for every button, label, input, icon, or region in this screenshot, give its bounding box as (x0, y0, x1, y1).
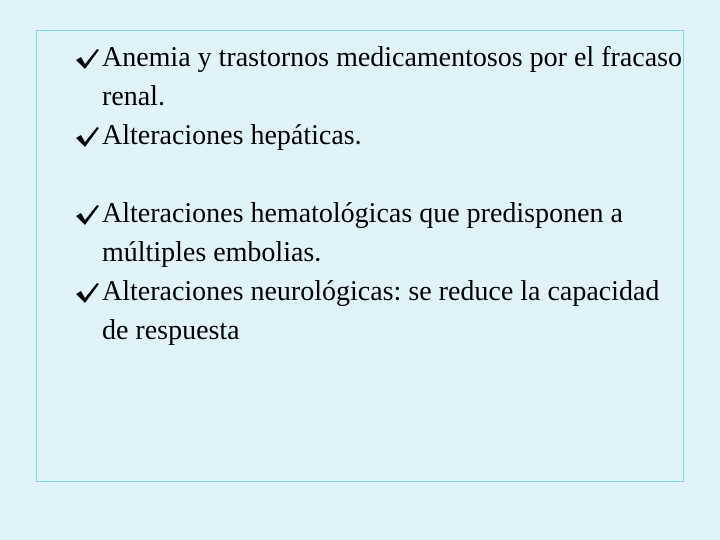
bullet-text: Alteraciones hepáticas. (102, 120, 362, 151)
checkmark-icon (74, 47, 100, 71)
bullet-item-hematologicas (74, 194, 686, 272)
bullet-text: Alteraciones neurológicas: se reduce la capacidad de respuesta (102, 276, 660, 346)
checkmark-icon (74, 281, 100, 305)
bullet-item-hepaticas (74, 116, 686, 155)
bullet-item-anemia (74, 38, 686, 116)
bullet-text: Alteraciones hematológicas que predisponen a múltiples embolias. (102, 198, 623, 268)
bullet-item-neurologicas (74, 272, 686, 350)
bullet-list (74, 38, 686, 350)
bullet-text: Anemia y trastornos medicamentosos por el fracaso renal. (102, 42, 683, 112)
checkmark-icon (74, 203, 100, 227)
checkmark-icon (74, 125, 100, 149)
